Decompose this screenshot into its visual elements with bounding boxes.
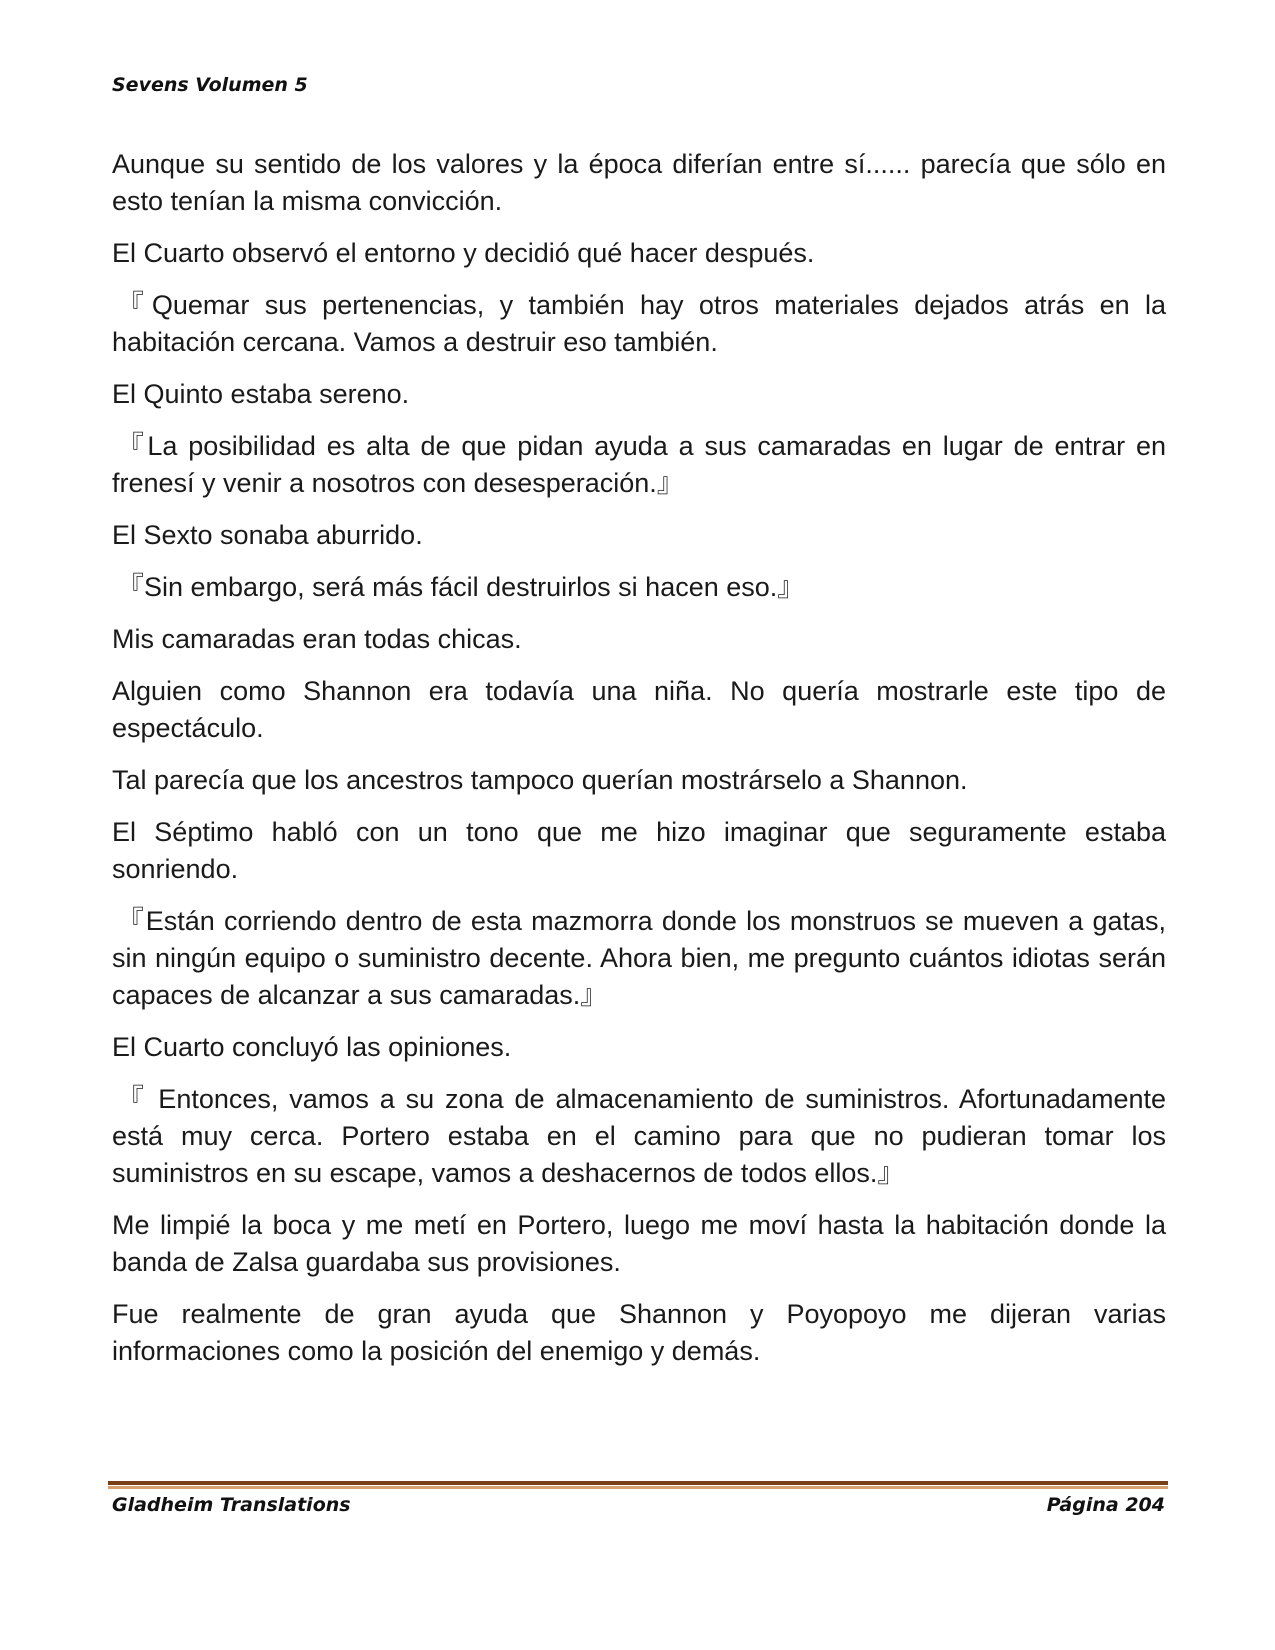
paragraph: Aunque su sentido de los valores y la época diferían entre sí...... parecía que sólo en esto tenían la misma convicción. bbox=[112, 149, 1166, 216]
running-header-title: Sevens Volumen 5 bbox=[112, 74, 308, 96]
paragraph: El Quinto estaba sereno. bbox=[112, 379, 410, 409]
page-body bbox=[112, 146, 1166, 1385]
paragraph: Me limpié la boca y me metí en Portero, luego me moví hasta la habitación donde la banda de Zalsa guardaba sus provisiones. bbox=[112, 1210, 1166, 1277]
dialogue-paragraph: 『 Entonces, vamos a su zona de almacenamiento de suministros. Afortunadamente está muy cerca. Portero estaba en el camino para que no pudieran tomar los suministros en su escape, vamos a deshacernos de todos ellos.』 bbox=[112, 1084, 1166, 1188]
footer-divider bbox=[108, 1481, 1168, 1491]
paragraph: El Cuarto concluyó las opiniones. bbox=[112, 1032, 512, 1062]
paragraph: Fue realmente de gran ayuda que Shannon y Poyopoyo me dijeran varias informaciones como la posición del enemigo y demás. bbox=[112, 1299, 1166, 1366]
dialogue-paragraph: 『Están corriendo dentro de esta mazmorra donde los monstruos se mueven a gatas, sin ningún equipo o suministro decente. Ahora bien, me pregunto cuántos idiotas serán capaces de alcanzar a sus camaradas.』 bbox=[112, 906, 1166, 1010]
footer-divider-light-line bbox=[108, 1486, 1168, 1489]
paragraph: Alguien como Shannon era todavía una niña. No quería mostrarle este tipo de espectáculo. bbox=[112, 676, 1166, 743]
paragraph: El Cuarto observó el entorno y decidió qué hacer después. bbox=[112, 238, 815, 268]
dialogue-paragraph: 『La posibilidad es alta de que pidan ayuda a sus camaradas en lugar de entrar en frenesí y venir a nosotros con desesperación.』 bbox=[112, 431, 1166, 498]
paragraph: Tal parecía que los ancestros tampoco querían mostrárselo a Shannon. bbox=[112, 765, 968, 795]
footer-page-number: Página 204 bbox=[1046, 1494, 1165, 1516]
footer-divider-dark-line bbox=[108, 1481, 1168, 1485]
paragraph: El Séptimo habló con un tono que me hizo imaginar que seguramente estaba sonriendo. bbox=[112, 817, 1166, 884]
dialogue-paragraph: 『Sin embargo, será más fácil destruirlos si hacen eso.』 bbox=[117, 572, 805, 602]
paragraph: El Sexto sonaba aburrido. bbox=[112, 520, 423, 550]
paragraph: Mis camaradas eran todas chicas. bbox=[112, 624, 522, 654]
footer-publisher: Gladheim Translations bbox=[112, 1494, 351, 1516]
dialogue-paragraph: 『Quemar sus pertenencias, y también hay otros materiales dejados atrás en la habitación cercana. Vamos a destruir eso también. bbox=[112, 290, 1166, 357]
